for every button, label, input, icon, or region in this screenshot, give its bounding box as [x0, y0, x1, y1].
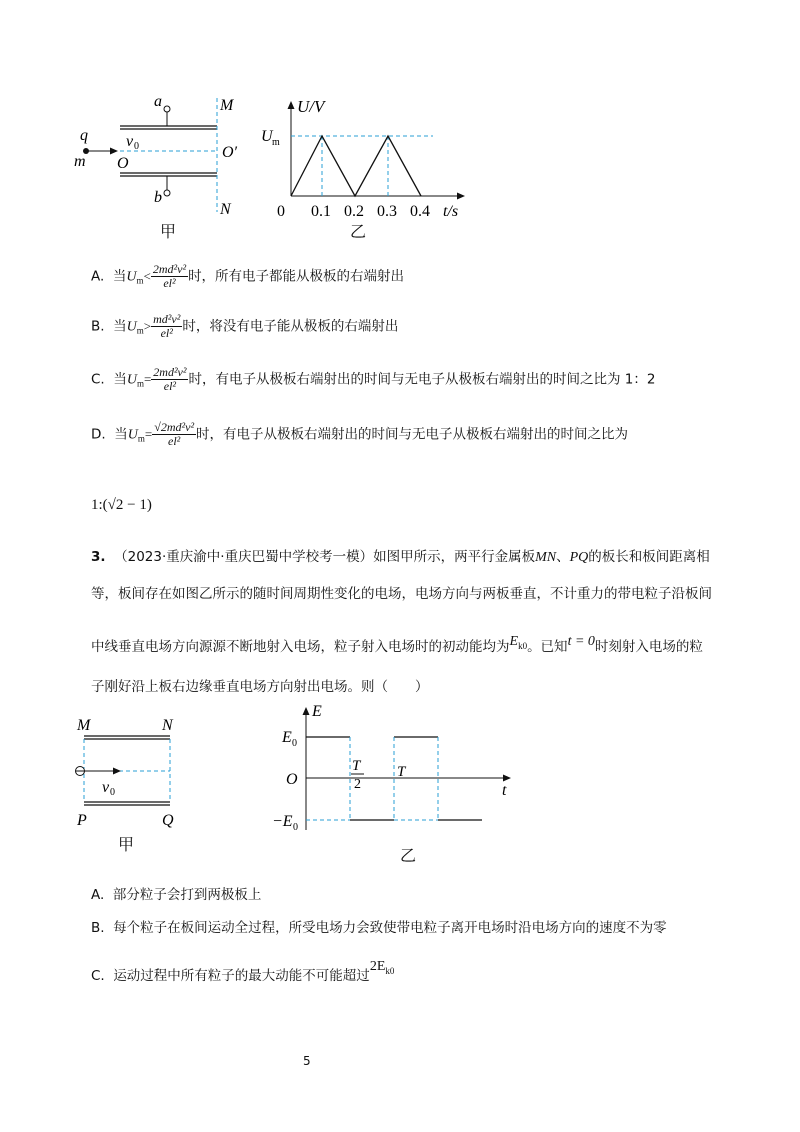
graph2-period: T	[397, 764, 406, 780]
q2-option-c: C. 当$U_m=$ $\frac{\text{2md²v²}}{\text{el²}}$ 时，有电子从极板右端射出的时间与无电子从极板右端射出的时间之比为 1：2	[91, 365, 656, 393]
fig2-label-N: N	[162, 717, 173, 734]
label-v0: v	[126, 133, 134, 150]
q3-line3: 中线垂直电场方向源源不断地射入电场，粒子射入电场时的初动能均为$E^{k0}$。已知t = 0时刻射入电场的粒	[91, 634, 703, 655]
q3-line4: 子刚好沿上板右边缘垂直电场方向射出电场。则（ ）	[91, 679, 429, 695]
q2-option-a: A. 当$U_m<$ $\frac{\text{2md²v²}}{\text{el²}}$ 时，所有电子都能从极板的右端射出	[91, 262, 405, 290]
label-v0-sub: 0	[134, 141, 139, 152]
graph2-neg-e0: −E	[272, 813, 293, 830]
q3-option-c: C. 运动过程中所有粒子的最大动能不可能超过$2E^{k0}$	[91, 959, 395, 984]
graph2-yaxis-label: E	[312, 703, 322, 720]
graph1-tick-2: 0.2	[344, 203, 364, 220]
graph2-e0-sub: 0	[292, 738, 297, 749]
graph1-um: U	[261, 128, 273, 145]
figure1-voltage-graph	[255, 92, 480, 242]
q3-option-b: B. 每个粒子在板间运动全过程，所受电场力会致使带电粒子离开电场时沿电场方向的速度不为零	[91, 920, 667, 936]
graph1-um-sub: m	[272, 137, 280, 148]
graph2-neg-e0-sub: 0	[293, 822, 298, 833]
figure1-left-diagram	[70, 90, 250, 240]
graph2-half-t-den: 2	[354, 777, 361, 792]
fig2-label-Q: Q	[162, 812, 174, 829]
graph1-tick-3: 0.3	[377, 203, 397, 220]
q3-line1: 3. （2023·重庆渝中·重庆巴蜀中学校考一模）如图甲所示，两平行金属板MN、PQ的板长和板间距离相	[91, 549, 710, 565]
q2-option-b: B. 当$U_m>$ $\frac{\text{md²v²}}{\text{el²}}$ 时，将没有电子能从极板的右端射出	[91, 312, 399, 340]
graph2-origin: O	[286, 771, 298, 788]
figure2-right-caption: 乙	[400, 846, 417, 865]
q3-option-a: A. 部分粒子会打到两极板上	[91, 887, 262, 903]
fig2-label-P: P	[77, 812, 87, 829]
graph2-xaxis-label: t	[502, 782, 507, 799]
graph2-e0: E	[282, 729, 292, 746]
page-number: 5	[303, 1054, 311, 1068]
label-M: M	[220, 97, 234, 114]
label-N: N	[220, 201, 231, 218]
figure2-field-graph	[270, 700, 520, 840]
graph2-half-t-num: T	[352, 758, 361, 774]
label-Oprime: O′	[222, 144, 238, 161]
label-b: b	[154, 189, 162, 206]
label-m: m	[74, 153, 86, 170]
fig2-label-v0-sub: 0	[110, 787, 115, 798]
label-a: a	[154, 93, 162, 110]
fig2-label-M: M	[77, 717, 91, 734]
fig2-label-v0: v	[102, 779, 110, 796]
graph1-tick-4: 0.4	[410, 203, 430, 220]
q2-option-d: D. 当$U_m=$ $\frac{\text{√2md²v²}}{\text{el²}}$ 时，有电子从极板右端射出的时间与无电子从极板右端射出的时间之比为	[91, 420, 629, 448]
graph1-xaxis-label: t/s	[443, 203, 459, 220]
graph1-yaxis-label: U/V	[297, 97, 325, 116]
label-q: q	[80, 127, 88, 144]
graph1-tick-1: 0.1	[311, 203, 331, 220]
figure1-right-caption: 乙	[350, 222, 367, 241]
graph1-origin: 0	[277, 203, 285, 220]
label-O: O	[117, 155, 129, 172]
q2-option-d-ratio: 1:(√2 − 1)	[91, 497, 152, 513]
q3-line2: 等，板间存在如图乙所示的随时间周期性变化的电场，电场方向与两板垂直，不计重力的带电粒子沿板间	[91, 586, 712, 602]
figure2-left-caption: 甲	[118, 835, 135, 854]
figure1-left-caption: 甲	[160, 222, 177, 241]
